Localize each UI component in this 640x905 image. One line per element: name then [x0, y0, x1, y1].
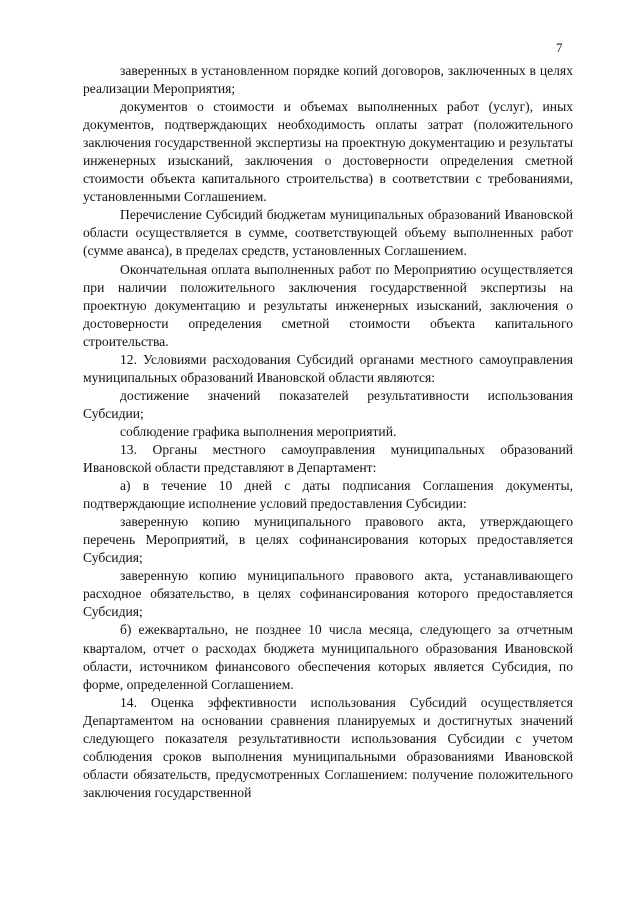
- paragraph-clause-12: 12. Условиями расходования Субсидий органами местного самоуправления муниципальных образований Ивановской области являются:: [83, 351, 573, 385]
- paragraph-subsidy-transfer: Перечисление Субсидий бюджетам муниципальных образований Ивановской области осуществляется в сумме, соответствующей объему выполненных работ (сумме аванса), в пределах средств, установленных Соглашением.: [83, 207, 573, 259]
- paragraph-cost-documents: документов о стоимости и объемах выполненных работ (услуг), иных документов, подтверждающих необходимость оплаты затрат (положительного заключения государственной экспертизы на проектную документацию и результаты инженерных изысканий, заключения о достоверности определения сметной стоимости объекта капитального строительства) в соответствии с требованиями, установленными Соглашением.: [83, 99, 573, 205]
- paragraph-performance-indicators: достижение значений показателей результативности использования Субсидии;: [83, 387, 573, 421]
- paragraph-clause-13b: б) ежеквартально, не позднее 10 числа месяца, следующего за отчетным кварталом, отчет о расходах бюджета муниципального образования Ивановской области, источником финансового обеспечения которых является Субсидия, по форме, определенной Соглашением.: [83, 622, 573, 692]
- paragraph-clause-13a: а) в течение 10 дней с даты подписания Соглашения документы, подтверждающие исполнение условий предоставления Субсидии:: [83, 478, 573, 512]
- paragraph-certified-copy-obligation: заверенную копию муниципального правового акта, устанавливающего расходное обязательство, в целях софинансирования которого предоставляется Субсидия;: [83, 568, 573, 620]
- paragraph-clause-14: 14. Оценка эффективности использования Субсидий осуществляется Департаментом на основании сравнения планируемых и достигнутых значений следующего показателя результативности использования Субсидии с учетом соблюдения сроков выполнения муниципальными образованиями Ивановской области обязательств, предусмотренных Соглашением: получение положительного заключения государственной: [83, 694, 573, 800]
- paragraph-contract-copies: заверенных в установленном порядке копий договоров, заключенных в целях реализации Мероприятия;: [83, 63, 573, 97]
- paragraph-final-payment: Окончательная оплата выполненных работ по Мероприятию осуществляется при наличии положительного заключения государственной экспертизы на проектную документацию и результаты инженерных изысканий, заключения о достоверности определения сметной стоимости объекта капитального строительства.: [83, 261, 573, 349]
- paragraph-clause-13: 13. Органы местного самоуправления муниципальных образований Ивановской области представляют в Департамент:: [83, 441, 573, 476]
- paragraph-schedule-compliance: соблюдение графика выполнения мероприятий.: [120, 423, 397, 439]
- page-number: 7: [556, 40, 563, 55]
- document-body: [83, 62, 573, 802]
- paragraph-certified-copy-list: заверенную копию муниципального правового акта, утверждающего перечень Мероприятий, в целях софинансирования которых предоставляется Субсидия;: [83, 514, 573, 566]
